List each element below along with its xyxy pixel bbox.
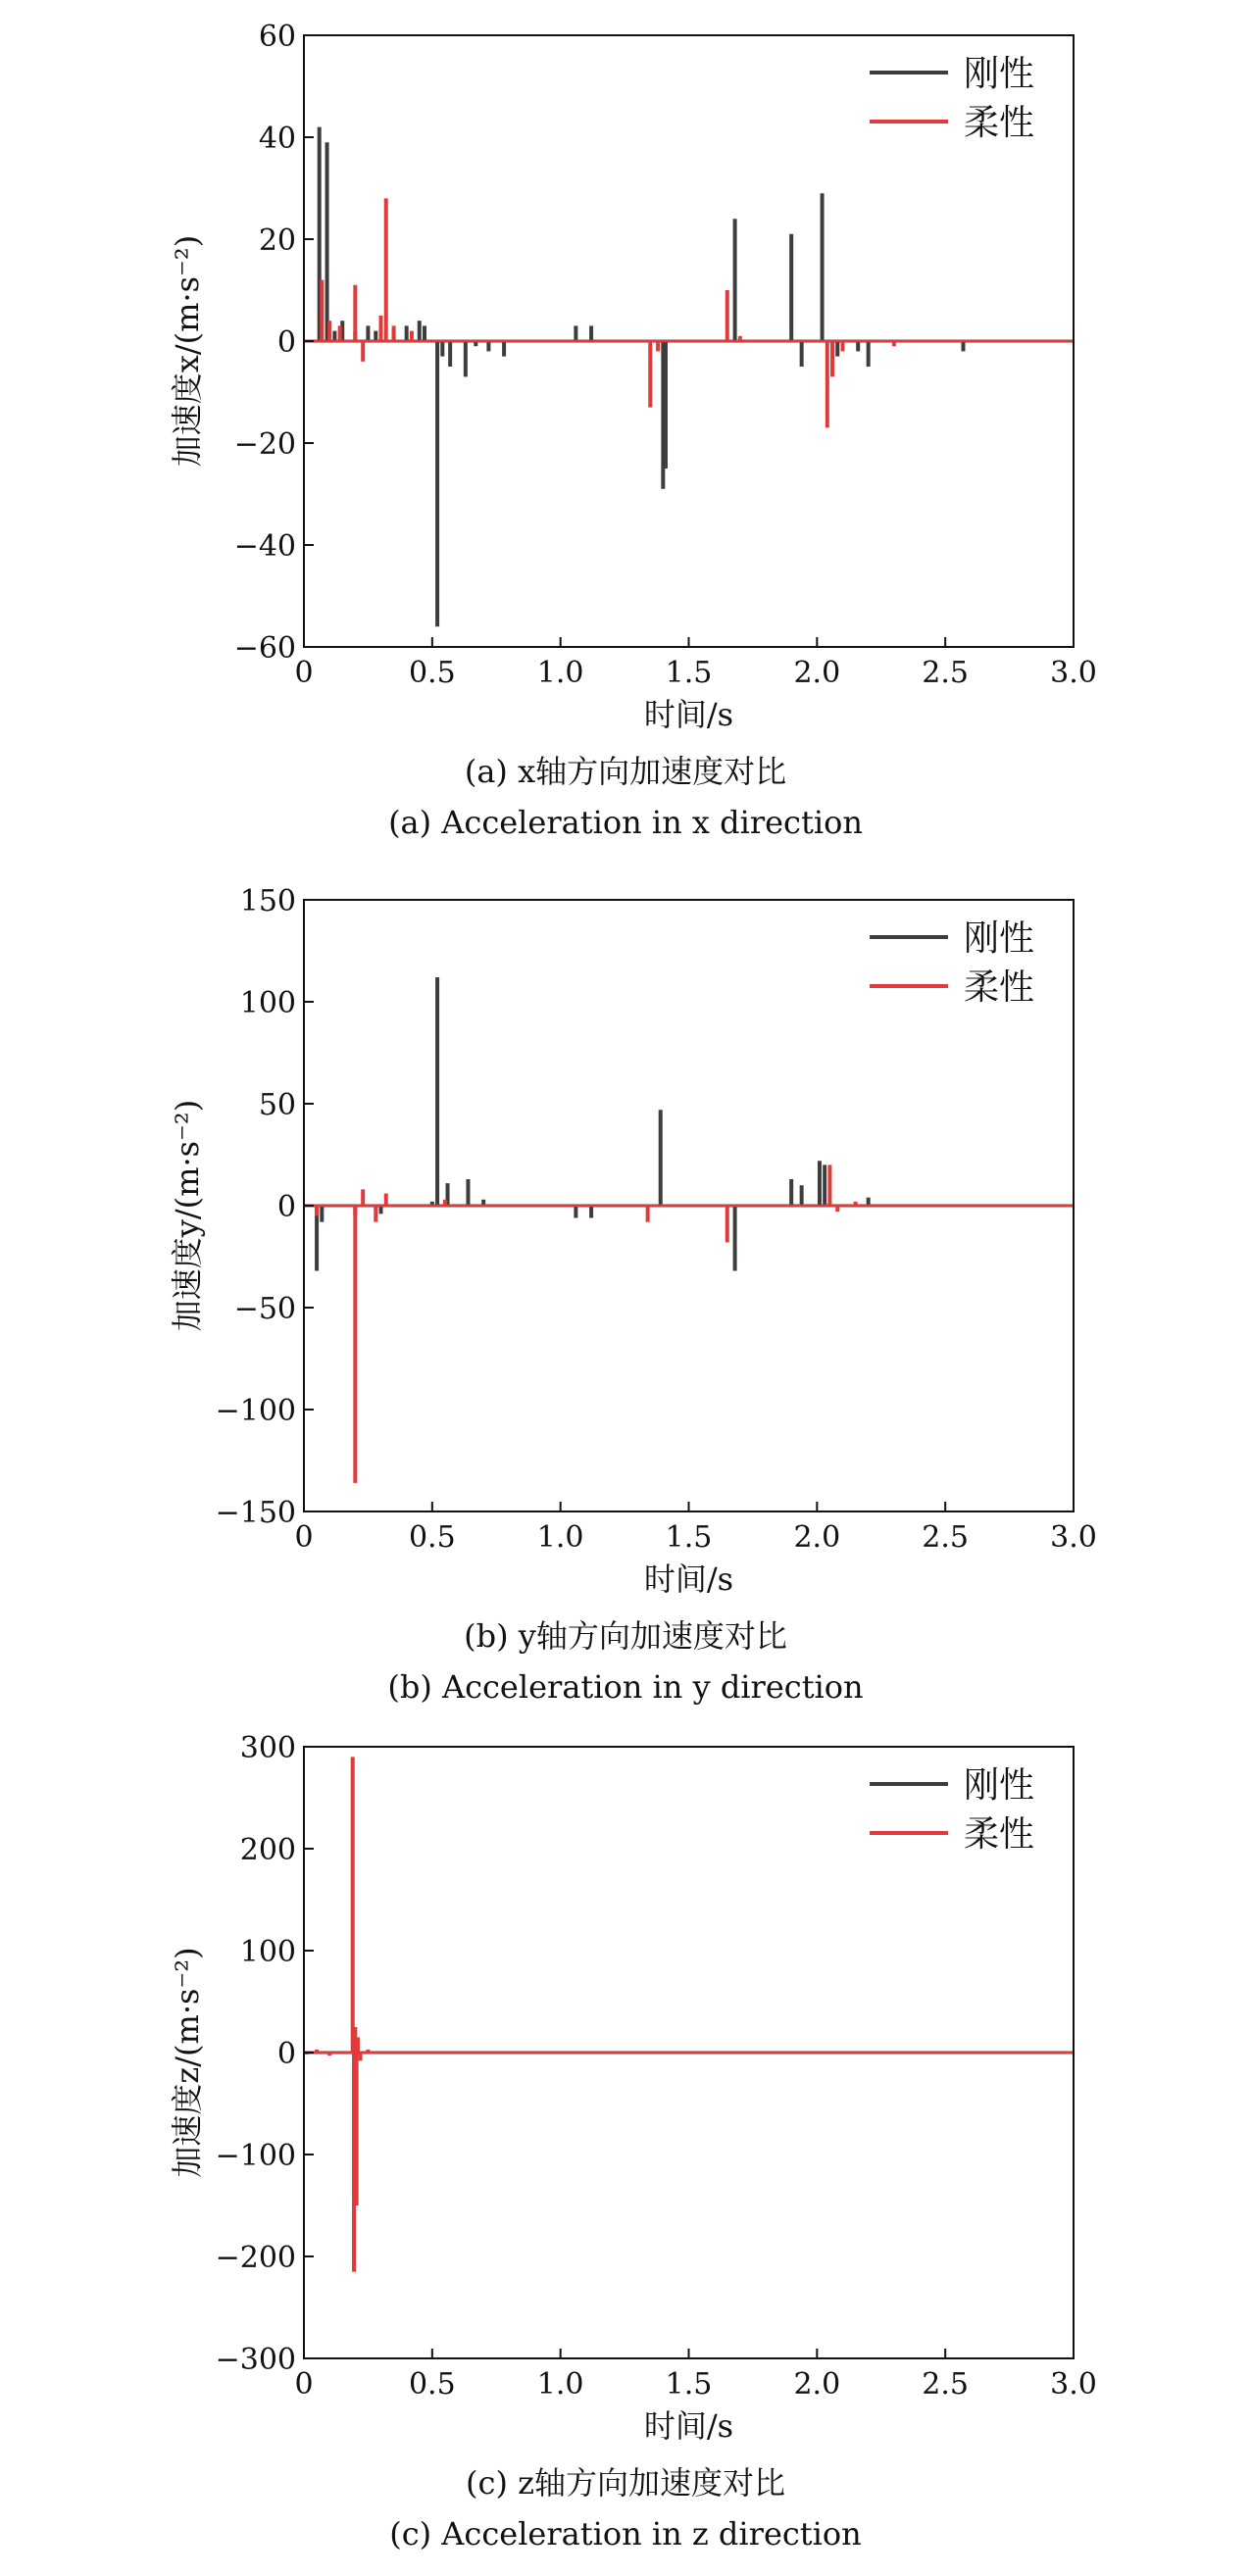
legend-label: 柔性: [964, 103, 1035, 143]
legend: [870, 1765, 1034, 1855]
y-tick-label: −100: [215, 2139, 296, 2173]
x-tick-label: 2.0: [793, 656, 841, 690]
caption-english: (c) Acceleration in z direction: [389, 2515, 862, 2552]
x-tick-label: 0.5: [408, 656, 456, 690]
legend: [870, 918, 1034, 1008]
series-flexible: [322, 198, 894, 427]
series-rigid: [317, 977, 869, 1271]
y-tick-label: −40: [233, 529, 296, 564]
x-tick-label: 1.5: [665, 1520, 713, 1555]
y-axis-label: 加速度z/(m·s⁻²): [169, 1947, 206, 2178]
y-tick-label: 100: [239, 986, 296, 1020]
caption-chinese: (c) z轴方向加速度对比: [466, 2464, 785, 2502]
x-tick-label: 3.0: [1050, 2367, 1097, 2402]
caption-chinese: (a) x轴方向加速度对比: [464, 753, 787, 790]
legend-label: 刚性: [964, 918, 1035, 959]
legend: [870, 54, 1034, 143]
y-tick-label: 0: [276, 1190, 296, 1224]
x-axis-label: 时间/s: [643, 1560, 734, 1598]
y-axis-label: 加速度x/(m·s⁻²): [169, 234, 206, 468]
x-tick-label: 2.5: [922, 2367, 970, 2402]
x-tick-label: 1.0: [536, 1520, 584, 1555]
x-axis-label: 时间/s: [643, 2407, 734, 2445]
y-tick-label: 300: [239, 1731, 296, 1765]
x-tick-label: 3.0: [1050, 1520, 1097, 1555]
y-axis-label: 加速度y/(m·s⁻²): [169, 1099, 206, 1332]
x-tick-label: 0.5: [408, 2367, 456, 2402]
y-tick-label: −20: [233, 427, 296, 462]
y-tick-label: −100: [215, 1394, 296, 1428]
y-tick-label: 0: [276, 325, 296, 360]
legend-label: 柔性: [964, 967, 1035, 1008]
x-tick-label: 2.0: [793, 1520, 841, 1555]
legend-label: 刚性: [964, 1765, 1035, 1806]
x-tick-label: 1.0: [536, 2367, 584, 2402]
x-axis-label: 时间/s: [643, 696, 734, 733]
chart-panel-3: [169, 1731, 1097, 2552]
x-tick-label: 0.5: [408, 1520, 456, 1555]
y-tick-label: −50: [233, 1292, 296, 1326]
x-tick-label: 0: [294, 1520, 314, 1555]
x-tick-label: 3.0: [1050, 656, 1097, 690]
x-tick-label: 2.0: [793, 2367, 841, 2402]
series-flexible: [307, 1757, 369, 2271]
legend-label: 柔性: [964, 1814, 1035, 1855]
chart-panel-1: [169, 20, 1097, 841]
x-tick-label: 1.5: [665, 656, 713, 690]
y-tick-label: 50: [258, 1088, 296, 1122]
caption-english: (a) Acceleration in x direction: [388, 804, 863, 841]
series-flexible: [317, 1164, 856, 1482]
caption-english: (b) Acceleration in y direction: [387, 1668, 864, 1706]
y-tick-label: −60: [233, 631, 296, 666]
y-tick-label: −300: [215, 2343, 296, 2377]
y-tick-label: 0: [276, 2037, 296, 2071]
x-tick-label: 2.5: [922, 656, 970, 690]
y-tick-label: −150: [215, 1496, 296, 1530]
y-tick-label: 60: [258, 20, 296, 54]
y-tick-label: −200: [215, 2241, 296, 2275]
series-rigid: [320, 127, 964, 627]
legend-label: 刚性: [964, 54, 1035, 94]
x-tick-label: 0: [294, 2367, 314, 2402]
y-tick-label: 100: [239, 1935, 296, 1969]
x-tick-label: 0: [294, 656, 314, 690]
y-tick-label: 150: [239, 884, 296, 918]
y-tick-label: 200: [239, 1833, 296, 1867]
y-tick-label: 40: [258, 122, 296, 156]
x-tick-label: 2.5: [922, 1520, 970, 1555]
y-tick-label: 20: [258, 223, 296, 258]
x-tick-label: 1.0: [536, 656, 584, 690]
caption-chinese: (b) y轴方向加速度对比: [464, 1617, 787, 1655]
chart-panel-2: [169, 884, 1097, 1706]
x-tick-label: 1.5: [665, 2367, 713, 2402]
